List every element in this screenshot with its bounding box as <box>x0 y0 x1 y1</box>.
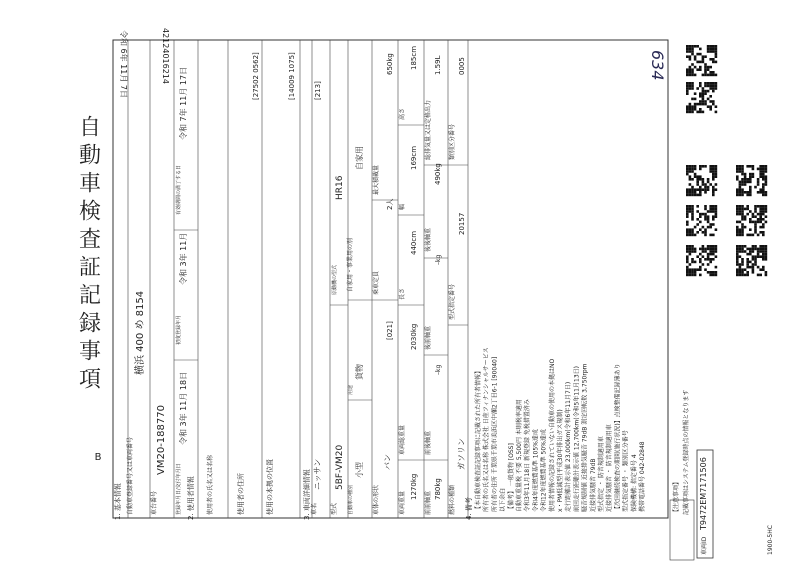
type-approval-label: 型式指定番号 <box>449 283 456 320</box>
displacement-label: 総排気量又は定格出力 <box>425 99 432 160</box>
fuel-value: ガソリン <box>457 438 466 470</box>
usage-label: 用途 <box>348 384 354 395</box>
remark-line: 近接排気騒音 79dB <box>589 458 597 512</box>
height-value: 185cm <box>410 45 418 70</box>
rear-front-axle-label: 後前軸重 <box>425 325 432 350</box>
kind-label: 自動車の種別 <box>348 484 354 515</box>
body-code: [021] <box>386 321 394 340</box>
rear-front-axle-value: –kg <box>435 254 442 265</box>
first-reg-label: 初度登録年月 <box>176 314 182 345</box>
qr-code-icon <box>686 205 717 236</box>
reg-date-label: 登録年月日/交付年月日 <box>176 463 182 515</box>
remark-line: 【次回継続検査の期間(施行状況)】点検整備記録簿あり <box>614 363 622 512</box>
expiry-label: 有効期間の満了する日 <box>176 164 182 215</box>
model-label: 型式 <box>331 502 338 515</box>
width-value: 169cm <box>410 145 418 170</box>
remark-line: 【本自動車検査証記録事項に記載された所有者情報】 <box>475 367 482 512</box>
reg-label: 自動車登録番号又は車両番号 <box>127 436 134 515</box>
first-reg-value: 令和 3年 11月 <box>179 232 188 285</box>
capacity-label: 乗車定員 <box>373 270 380 295</box>
maker-label: 車名 <box>311 502 318 515</box>
record-date: 令和 6年 11月 7日 <box>119 30 128 98</box>
handwritten-number: 634 <box>648 50 667 81</box>
kind-value: 小型 <box>355 462 364 478</box>
qr-code-icon <box>736 205 767 236</box>
doc-number: 42124016214 <box>161 28 170 84</box>
qr-codes <box>686 45 767 276</box>
user-address-label: 使用者の住所 <box>237 473 245 515</box>
remark-line: 保険機構: 指定番号 4 <box>630 454 638 512</box>
notice-label: 【注意事項】 <box>673 478 680 515</box>
section1-heading: 1. 基本情報 <box>114 483 122 520</box>
remark-line: 所有者の住所 千葉県千葉市美浜区中瀬2丁目6-1 [90040] <box>491 356 499 512</box>
qr-code-icon <box>686 82 717 113</box>
remark-line: 携帯電話番号 042-02848 <box>639 441 646 512</box>
category-label: 類別区分番号 <box>449 123 456 160</box>
maker-value: ニッサン <box>313 458 322 490</box>
document-type-mark: B <box>94 452 102 463</box>
max-load-value: 650kg <box>386 53 394 75</box>
remark-line: 令和3年11月18日 新規登録 免税措置済み <box>524 399 532 512</box>
chassis-value: VM20-188770 <box>156 405 167 475</box>
qr-code-icon <box>736 245 767 276</box>
qr-code-icon <box>736 165 767 196</box>
section4-heading: 4. 備考 <box>465 497 473 520</box>
front-axle-value: 780kg <box>434 478 442 500</box>
form-number: 1900-5HC <box>767 525 774 555</box>
remark-line: 所有者の氏名又は名称 株式会社 日産フィナンシャルサービス <box>483 347 491 512</box>
remark-line: 型式指定 ・ 防音規制適用車 <box>598 436 605 512</box>
section2-heading: 2. 使用者情報 <box>187 476 195 520</box>
category-value: 0005 <box>458 57 466 75</box>
user-name-label: 使用者の氏名又は名称 <box>207 454 214 515</box>
remark-line: 令和4年度燃費基準 105%達成 <box>532 429 540 512</box>
front-axle-label: 前前軸重 <box>425 490 432 515</box>
weight-label: 車両重量 <box>399 490 406 515</box>
length-value: 440cm <box>410 230 418 255</box>
rear-axle-value: 490kg <box>434 163 442 185</box>
max-load-label: 最大積載量 <box>373 164 380 195</box>
gross-value: 2030kg <box>410 323 418 350</box>
gross-label: 車両総重量 <box>399 424 406 455</box>
body-value: バン <box>383 454 392 470</box>
notice-text: 記載事項はシステム登録時点の情報となります <box>683 389 690 515</box>
remark-line: 前回走行距離計表示値 12,700km(令和5年11月13日) <box>573 366 581 512</box>
remark-line: 【備考】 一般貨物 [OSS] <box>507 443 515 512</box>
maker-code: [213] <box>314 81 322 100</box>
remark-line: 令和12年度燃費基準 50%達成 <box>540 429 548 512</box>
height-label: 高さ <box>399 107 406 120</box>
front-rear-axle-value: –kg <box>435 364 442 375</box>
section3-heading: 3. 車両詳細情報 <box>303 469 311 520</box>
remark-line: 騒音規制値 近接排気騒音 79dB 測定回転数 3,750rpm <box>581 363 589 512</box>
type-approval-value: 20157 <box>458 212 466 235</box>
engine-value: HR16 <box>335 175 345 200</box>
qr-code-icon <box>686 45 717 76</box>
width-label: 幅 <box>399 203 406 210</box>
reg-value: 横浜 400 め 8154 <box>135 290 146 375</box>
reg-date-value: 令和 3年 11月 18日 <box>179 371 188 445</box>
qr-code-icon <box>686 245 717 276</box>
remarks-block <box>474 347 646 513</box>
vehicle-id: T9472EM7171506 <box>699 457 708 530</box>
purpose-value: 自家用 <box>355 146 364 170</box>
remark-line: 以下余白 <box>499 487 507 512</box>
usage-value: 貨物 <box>355 364 364 380</box>
weight-value: 1270kg <box>410 473 418 500</box>
chassis-label: 車台番号 <box>151 490 158 515</box>
remark-line: 近接排気騒音 ・ 防音規制適用車 <box>606 424 614 512</box>
rear-axle-label: 後後軸重 <box>425 227 432 252</box>
length-label: 長さ <box>399 287 406 300</box>
remark-line: 使用者情報の記録されていない自動車の使用の本拠はNO <box>548 358 556 512</box>
remark-line: x・PM低減型(平成30年排出ガス規制) <box>557 409 564 512</box>
base-label: 使用の本拠の位置 <box>266 459 274 515</box>
remark-line: 走行距離計表示値 23,000km(令和6年11月7日) <box>565 381 573 512</box>
front-rear-axle-label: 前後軸重 <box>425 430 432 455</box>
engine-label: 原動機の型式 <box>332 264 338 295</box>
user-address-code: [27502 0562] <box>252 52 260 100</box>
qr-code-icon <box>686 165 717 196</box>
capacity-value: 2人 <box>386 198 394 210</box>
body-label: 車体の形状 <box>373 484 380 515</box>
document-title: 自動車検査証記録事項 <box>75 115 101 395</box>
vehicle-id-label: 車両ID <box>701 536 708 555</box>
fuel-label: 燃料の種類 <box>449 484 456 515</box>
remark-line: 自動車重量税 不要 5,500円 本則税率適用 <box>516 399 523 512</box>
expiry-value: 令和 7年 11月 17日 <box>179 66 188 140</box>
remark-line: 型式指定番号 ・ 類別区分番号 <box>622 430 630 512</box>
model-value: 5BF-VM20 <box>335 444 345 490</box>
purpose-label: 自家用・事業用の別 <box>347 237 354 292</box>
displacement-value: 1.59L <box>434 55 442 75</box>
base-code: [14009 1075] <box>288 52 296 100</box>
